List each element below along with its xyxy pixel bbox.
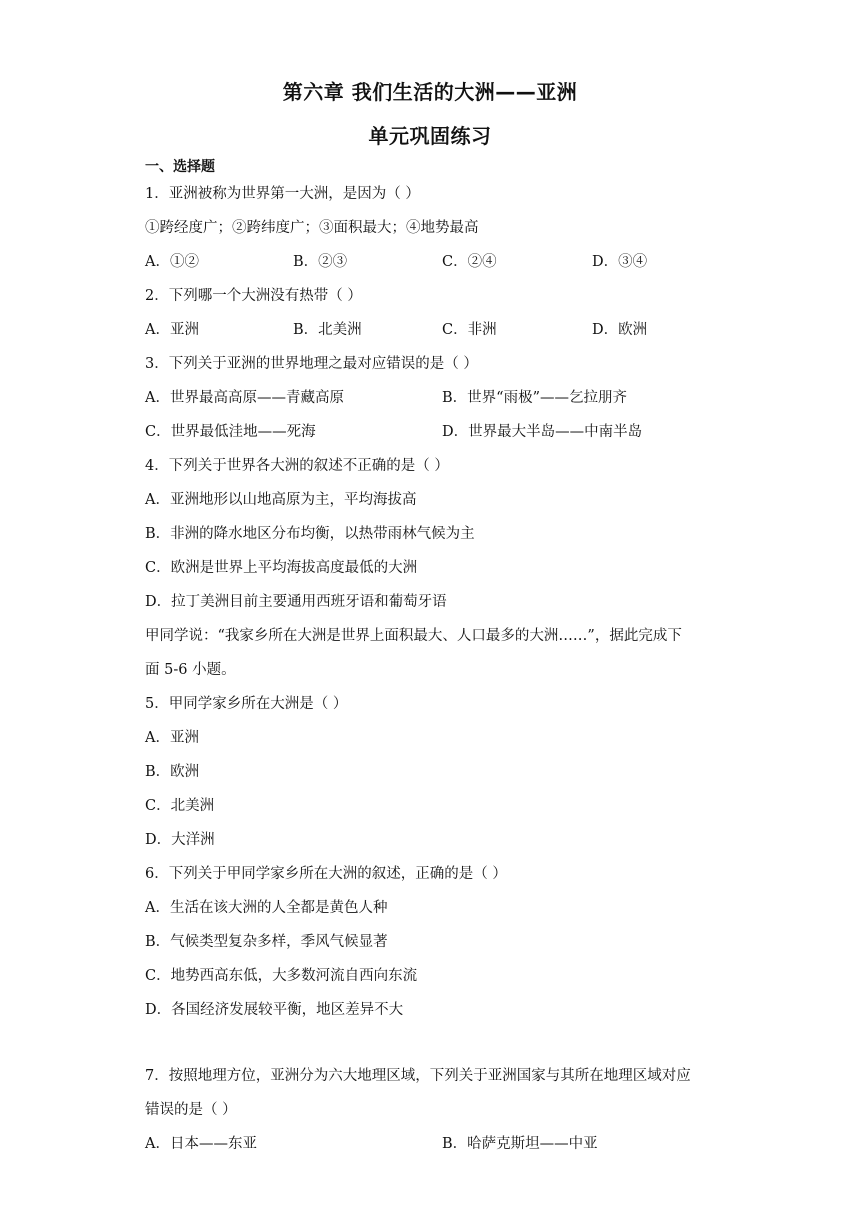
question-5-option-b: B．欧洲 — [145, 764, 200, 780]
question-4-stem: 4．下列关于世界各大洲的叙述不正确的是（ ） — [145, 458, 449, 474]
question-6-stem: 6．下列关于甲同学家乡所在大洲的叙述，正确的是（ ） — [145, 866, 507, 882]
question-4-option-d: D．拉丁美洲目前主要通用西班牙语和葡萄牙语 — [145, 594, 447, 610]
question-3-options-row-2 — [145, 422, 745, 442]
question-4-option-b: B．非洲的降水地区分布均衡，以热带雨林气候为主 — [145, 526, 475, 542]
option-b: B．北美洲 — [293, 322, 362, 338]
question-2-options — [145, 320, 745, 340]
question-4-option-a: A．亚洲地形以山地高原为主，平均海拔高 — [145, 492, 417, 508]
option-b: B．世界“雨极”——乞拉朋齐 — [442, 390, 627, 406]
option-d: D．世界最大半岛——中南半岛 — [442, 424, 643, 440]
option-c: C．非洲 — [442, 322, 497, 338]
question-3-options-row-1 — [145, 388, 745, 408]
section-heading: 一、选择题 — [145, 159, 215, 175]
passage-line-1: 甲同学说：“我家乡所在大洲是世界上面积最大、人口最多的大洲……”，据此完成下 — [145, 628, 682, 644]
question-6-option-b: B．气候类型复杂多样，季风气候显著 — [145, 934, 388, 950]
passage-line-2: 面 5-6 小题。 — [145, 662, 236, 678]
option-c: C．②④ — [442, 254, 497, 270]
option-d: D．欧洲 — [592, 322, 648, 338]
question-5-stem: 5．甲同学家乡所在大洲是（ ） — [145, 696, 348, 712]
question-1-stem: 1．亚洲被称为世界第一大洲，是因为（ ） — [145, 186, 420, 202]
question-7-stem-line-2: 错误的是（ ） — [145, 1102, 237, 1118]
question-7-stem-line-1: 7．按照地理方位，亚洲分为六大地理区域，下列关于亚洲国家与其所在地理区域对应 — [145, 1068, 691, 1084]
question-5-option-a: A．亚洲 — [145, 730, 199, 746]
option-a: A．亚洲 — [145, 322, 199, 338]
option-a: A．①② — [145, 254, 199, 270]
question-1-options — [145, 252, 745, 272]
option-b: B．②③ — [293, 254, 348, 270]
question-6-option-c: C．地势西高东低，大多数河流自西向东流 — [145, 968, 418, 984]
question-4-option-c: C．欧洲是世界上平均海拔高度最低的大洲 — [145, 560, 418, 576]
option-d: D．③④ — [592, 254, 648, 270]
question-7-options — [145, 1134, 745, 1154]
page-title: 第六章 我们生活的大洲——亚洲 — [282, 80, 578, 104]
question-5-option-d: D．大洋洲 — [145, 832, 215, 848]
page-subtitle: 单元巩固练习 — [368, 124, 492, 148]
option-a: A．日本——东亚 — [145, 1136, 257, 1152]
question-6-option-a: A．生活在该大洲的人全都是黄色人种 — [145, 900, 388, 916]
question-3-stem: 3．下列关于亚洲的世界地理之最对应错误的是（ ） — [145, 356, 478, 372]
option-a: A．世界最高高原——青藏高原 — [145, 390, 344, 406]
question-5-option-c: C．北美洲 — [145, 798, 215, 814]
question-2-stem: 2．下列哪一个大洲没有热带（ ） — [145, 288, 362, 304]
option-b: B．哈萨克斯坦——中亚 — [442, 1136, 598, 1152]
question-1-note: ①跨经度广；②跨纬度广；③面积最大；④地势最高 — [145, 220, 479, 236]
option-c: C．世界最低洼地——死海 — [145, 424, 316, 440]
question-6-option-d: D．各国经济发展较平衡，地区差异不大 — [145, 1002, 404, 1018]
